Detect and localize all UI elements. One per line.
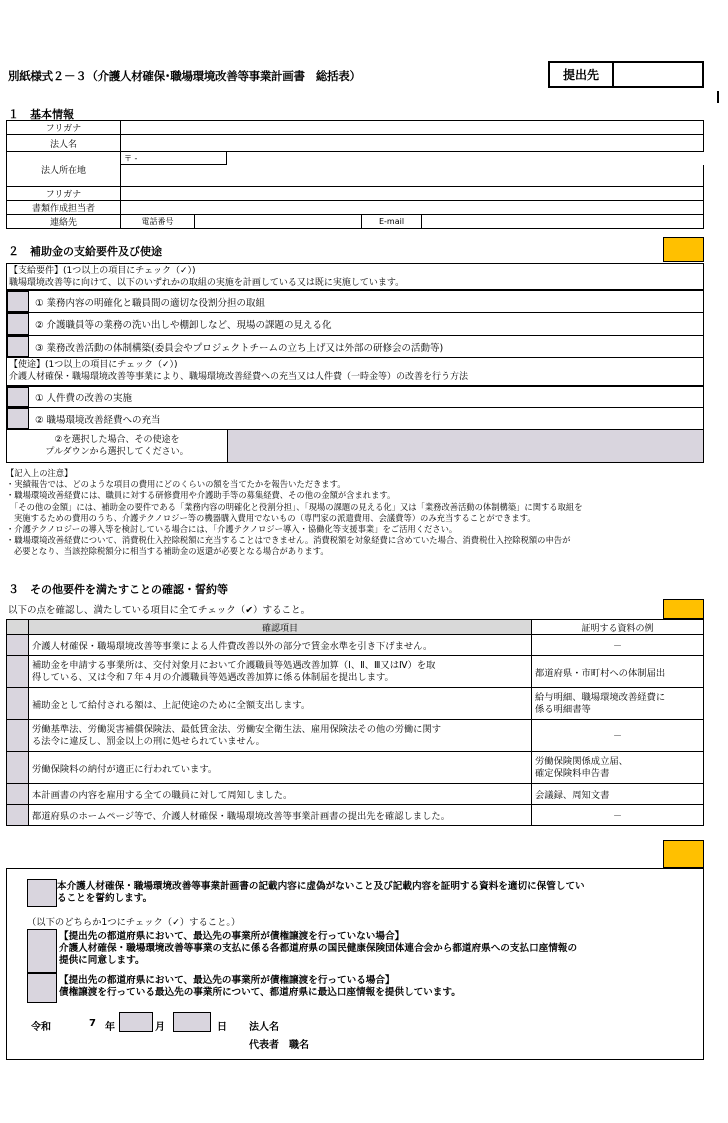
- submission-input[interactable]: [614, 63, 702, 86]
- req-row-1: [6, 290, 704, 313]
- req-checkbox-1[interactable]: [7, 291, 29, 312]
- req-row-3: [6, 336, 704, 358]
- pledge-box: [6, 868, 704, 1060]
- confirm-checkbox-4[interactable]: [7, 720, 29, 752]
- use-list: [6, 386, 704, 463]
- confirm-item-4-line-2: る法令に違反し、罰金以上の刑に処せられていません。: [32, 735, 265, 747]
- confirm-checkbox-7[interactable]: [7, 805, 29, 826]
- confirm-doc-7: －: [532, 805, 704, 826]
- edge-marker: [717, 91, 719, 103]
- year-unit: 年: [105, 1022, 115, 1033]
- notes-line: 実施するための費用のうち、介護テクノロジー等の機器購入費用でないもの（専門家の派遣費用、会議費等）のみ充当することができます。: [14, 512, 536, 523]
- notes-line: ・介護テクノロジーの導入等を検討している場合には、「介護テクノロジー導入・協働化等支援事業」をご活用ください。: [6, 524, 458, 535]
- month-unit: 月: [155, 1022, 165, 1033]
- confirm-doc-5-line-2: 確定保険料申告書: [535, 767, 610, 779]
- use-select-note: [7, 430, 227, 462]
- furigana-input-1[interactable]: [121, 121, 704, 135]
- submission-box: [548, 61, 704, 88]
- preparer-input[interactable]: [121, 201, 704, 215]
- confirm-doc-5-line-1: 労働保険関係成立届、: [535, 755, 628, 767]
- section1-heading: １ 基本情報: [8, 108, 74, 121]
- requirements-title: 【支給要件】(1つ以上の項目にチェック（✓）): [9, 266, 196, 276]
- confirm-item-1-text: 介護人材確保・職場環境改善等事業による人件費改善以外の部分で賃金水準を引き下げません。: [32, 641, 433, 652]
- corp-name-label: 法人名: [7, 135, 121, 152]
- section3-desc: 以下の点を確認し、満たしている項目に全てチェック（✔）すること。: [8, 605, 311, 616]
- era-label: 令和: [31, 1022, 51, 1033]
- confirm-checkbox-1[interactable]: [7, 635, 29, 656]
- section3-heading: ３ その他要件を満たすことの確認・誓約等: [8, 583, 228, 596]
- representative-label: 代表者 職名: [249, 1040, 309, 1051]
- notes-block: [6, 468, 583, 558]
- req-item-1: ① 業務内容の明確化と職員間の適切な役割分担の取組: [35, 297, 266, 309]
- confirm-doc-6: 会議録、周知文書: [532, 784, 704, 805]
- req-checkbox-2[interactable]: [7, 313, 29, 335]
- month-input[interactable]: [119, 1012, 153, 1032]
- email-input[interactable]: [422, 215, 704, 229]
- confirm-checkbox-6[interactable]: [7, 784, 29, 805]
- option1-text: [59, 931, 577, 967]
- option2-text: [59, 975, 461, 999]
- confirm-item-1: [29, 635, 532, 656]
- confirm-item-7: 都道府県のホームページ等で、介護人材確保・職場環境改善等事業計画書の提出先を確認しました。: [29, 805, 532, 826]
- notes-line: ・実績報告では、どのような項目の費用にどのくらいの額を当てたかを報告いただきます。: [6, 479, 346, 490]
- select-note-line-1: ②を選択した場合、その使途を: [54, 435, 180, 445]
- use-checkbox-1[interactable]: [7, 387, 29, 407]
- basic-info-table: [6, 120, 704, 229]
- confirm-checkbox-5[interactable]: [7, 752, 29, 784]
- use-title: 【使途】(1つ以上の項目にチェック（✓）): [9, 360, 178, 370]
- furigana-label-1: フリガナ: [7, 121, 121, 135]
- req-item-3: ③ 業務改善活動の体制構築(委員会やプロジェクトチームの立ち上げ又は外部の研修会の活動等): [35, 342, 444, 354]
- confirm-item-4: [29, 720, 532, 752]
- use-item-2: ② 職場環境改善経費への充当: [35, 414, 161, 426]
- contact-label: 連絡先: [7, 215, 121, 229]
- address-label: 法人所在地: [7, 152, 121, 187]
- notes-line: 「その他の金額」には、補助金の要件である「業務内容の明確化と役割分担」、「現場の課題の見える化」又は「業務改善活動の体制構築」に関する取組を: [10, 501, 583, 512]
- confirm-checkbox-3[interactable]: [7, 688, 29, 720]
- year-value[interactable]: 7: [89, 1018, 96, 1029]
- confirm-doc-5: [532, 752, 704, 784]
- option2-line-1: 【提出先の都道府県において、最込先の事業所が債権譲渡を行っている場合】: [59, 975, 395, 986]
- confirm-item-5: 労働保険料の納付が適正に行われています。: [29, 752, 532, 784]
- requirements-header: [6, 263, 704, 290]
- address-input[interactable]: [121, 165, 704, 187]
- corp-name-input[interactable]: [121, 135, 704, 152]
- req-row-2: [6, 313, 704, 336]
- confirm-doc-3-line-1: 給与明細、職場環境改善経費に: [535, 691, 666, 703]
- use-select-row: [6, 430, 704, 463]
- corp-name-sign-label: 法人名: [249, 1022, 279, 1033]
- use-row-1: [6, 386, 704, 408]
- furigana-input-2[interactable]: [121, 187, 704, 201]
- furigana-label-2: フリガナ: [7, 187, 121, 201]
- pledge-checkbox[interactable]: [27, 879, 57, 907]
- confirm-item-3: 補助金として給付される額は、上記使途のために全額支出します。: [29, 688, 532, 720]
- confirm-header-doc: 証明する資料の例: [532, 620, 704, 635]
- postal-input[interactable]: 〒 -: [121, 152, 227, 165]
- option1-checkbox[interactable]: [27, 929, 57, 973]
- use-item-1: ① 人件費の改善の実施: [35, 393, 133, 404]
- pledge-text-line-1: 本介護人材確保・職場環境改善等事業計画書の記載内容に虚偽がないこと及び記載内容を証明する資料を適切に保管してい: [57, 881, 585, 892]
- confirm-doc-2: 都道府県・市町村への体制届出: [532, 656, 704, 688]
- notes-line: ・職場環境改善経費には、職員に対する研修費用や介護助手等の募集経費、その他の金額が含まれます。: [6, 490, 396, 501]
- pledge-text-line-2: ることを誓約します。: [57, 893, 153, 904]
- notes-line: 必要となり、当該控除税額分に相当する補助金の返還が必要となる場合があります。: [14, 546, 329, 557]
- confirm-header-check: [7, 620, 29, 635]
- req-item-2: ② 介護職員等の業務の洗い出しや棚卸しなど、現場の課題の見える化: [35, 320, 332, 331]
- phone-input[interactable]: [195, 215, 362, 229]
- use-checkbox-2[interactable]: [7, 408, 29, 429]
- use-desc: 介護人材確保・職場環境改善等事業により、職場環境改善経費への充当又は人件費（一時金等）の改善を行う方法: [9, 372, 469, 382]
- option1-line-2: 介護人材確保・職場環境改善等事業の支払に係る各都道府県の国民健康保険団体連合会から都道府県への支払口座情報の: [59, 943, 578, 954]
- confirm-item-2: [29, 656, 532, 688]
- day-unit: 日: [217, 1022, 227, 1033]
- section2-heading: ２ 補助金の支給要件及び使途: [8, 245, 162, 258]
- option2-checkbox[interactable]: [27, 973, 57, 1003]
- preparer-label: 書類作成担当者: [7, 201, 121, 215]
- use-header: [6, 358, 704, 386]
- use-row-2: [6, 408, 704, 430]
- notes-title: 【記入上の注意】: [6, 468, 73, 478]
- confirm-header-item: 確認項目: [29, 620, 532, 635]
- notes-line: ・職場環境改善経費について、消費税仕入控除税額に充当することはできません。消費税額を対象経費に含めていた場合、消費税仕入控除税額の申告が: [6, 535, 571, 546]
- confirm-checkbox-2[interactable]: [7, 656, 29, 688]
- confirm-doc-4: －: [532, 720, 704, 752]
- option1-line-3: 提供に同意します。: [59, 955, 145, 966]
- submission-label: 提出先: [550, 63, 614, 86]
- requirements-list: [6, 290, 704, 358]
- confirm-doc-1: －: [532, 635, 704, 656]
- document-title: 別紙様式２－３（介護人材確保･職場環境改善等事業計画書 総括表）: [8, 69, 361, 83]
- confirm-doc-3-line-2: 係る明細書等: [535, 703, 591, 715]
- select-note-line-2: プルダウンから選択してください。: [45, 447, 189, 457]
- confirm-item-6: 本計画書の内容を雇用する全ての職員に対して周知しました。: [29, 784, 532, 805]
- confirm-item-2-line-2: 得している、又は令和７年４月の介護職員等処遇改善加算に係る体制届を提出します。: [32, 671, 394, 683]
- confirm-item-2-line-1: 補助金を申請する事業所は、交付対象月において介護職員等処遇改善加算（Ⅰ、Ⅱ、Ⅲ又はⅣ）を取: [32, 659, 436, 671]
- pledge-status-box: [663, 840, 704, 868]
- pledge-choose-note: （以下のどちらか1つにチェック（✓）すること。）: [27, 917, 241, 928]
- phone-label: 電話番号: [121, 215, 195, 229]
- confirm-doc-3: [532, 688, 704, 720]
- confirm-item-4-line-1: 労働基準法、労働災害補償保険法、最低賃金法、労働安全衛生法、雇用保険法その他の労働に関す: [32, 723, 442, 735]
- option2-line-2: 債権譲渡を行っている最込先の事業所について、都道府県に最込口座情報を提供しています。: [59, 987, 461, 998]
- address-blank: [227, 152, 704, 165]
- section3-status-box: [663, 599, 704, 619]
- req-checkbox-3[interactable]: [7, 336, 29, 357]
- email-label: E-mail: [362, 215, 422, 229]
- use-select-dropdown[interactable]: [227, 430, 703, 462]
- requirements-desc: 職場環境改善等に向けて、以下のいずれかの取組の実施を計画している又は既に実施しています。: [9, 278, 405, 288]
- confirm-table: [6, 619, 704, 826]
- section2-status-box: [663, 237, 704, 262]
- day-input[interactable]: [173, 1012, 211, 1032]
- option1-line-1: 【提出先の都道府県において、最込先の事業所が債権譲渡を行っていない場合】: [59, 931, 405, 942]
- pledge-text: [57, 881, 585, 905]
